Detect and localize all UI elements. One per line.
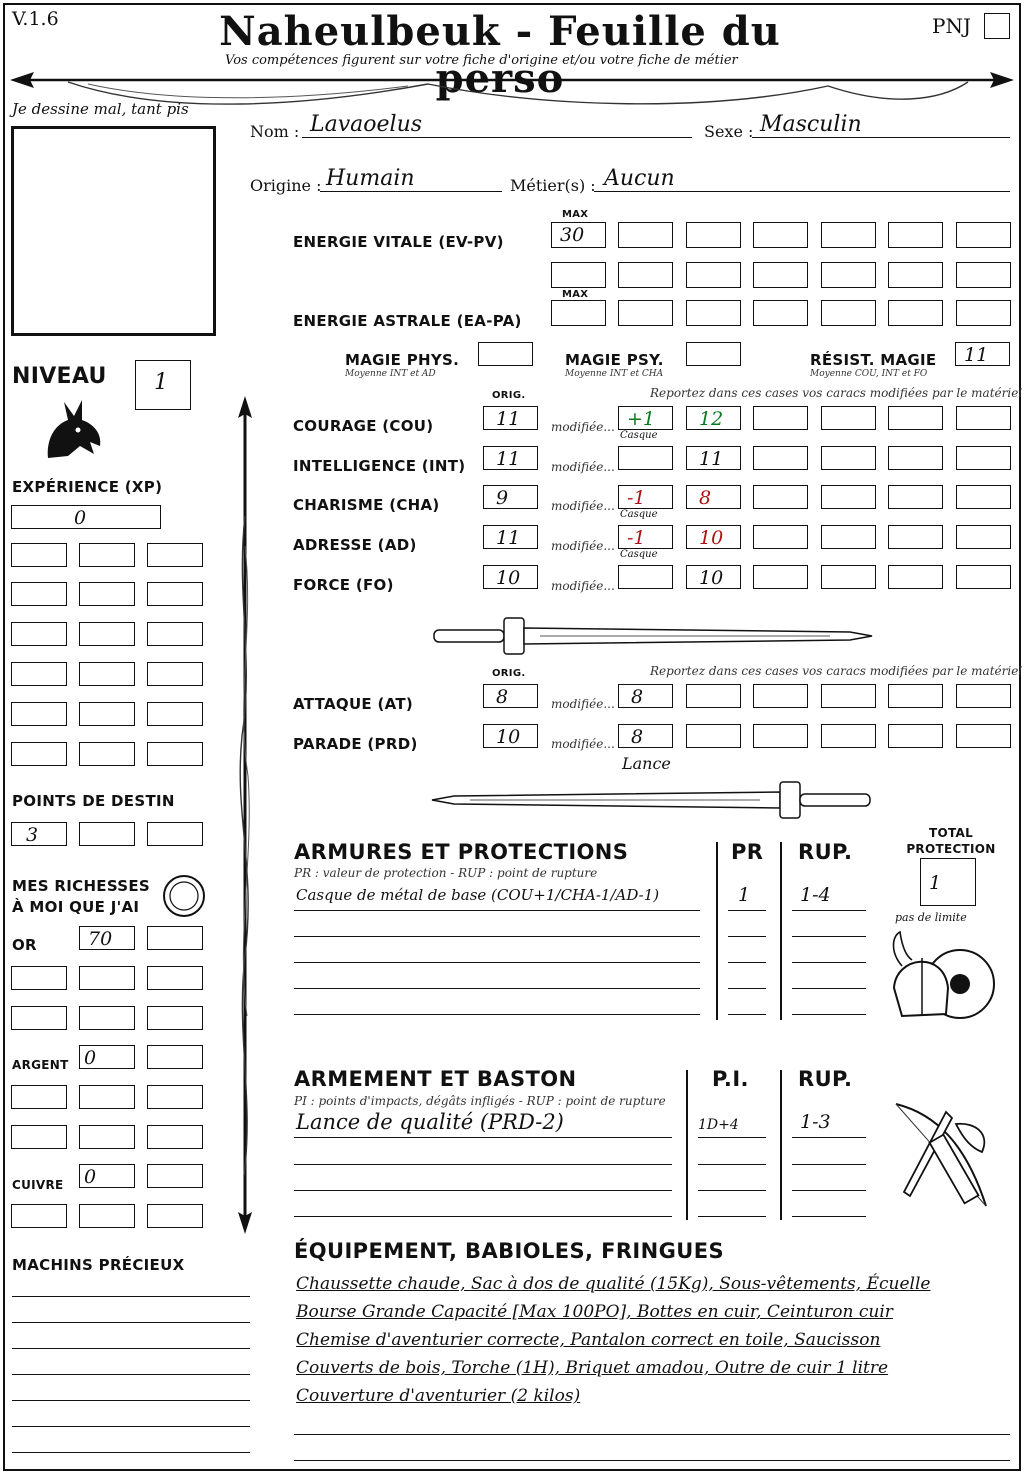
prd-mod-value: 8: [631, 726, 644, 748]
magie-phys-box[interactable]: [478, 342, 533, 366]
page-title: Naheulbeuk - Feuille du perso: [219, 8, 781, 102]
carac-label: COURAGE (COU): [293, 417, 434, 435]
xp-box[interactable]: [147, 742, 203, 766]
weapons-icon: [886, 1094, 1006, 1214]
carac-mod-value: [619, 566, 672, 588]
or-value: 70: [88, 928, 113, 950]
carac-extra-box[interactable]: [956, 485, 1011, 509]
ev-box[interactable]: [956, 262, 1011, 288]
carac-label: ADRESSE (AD): [293, 536, 417, 554]
destin-box-3[interactable]: [147, 822, 203, 846]
xp-box[interactable]: [147, 662, 203, 686]
carac-mod-note: Casque: [620, 509, 658, 520]
carac-extra-box[interactable]: [753, 525, 808, 549]
armures-pr-label: PR: [731, 840, 764, 864]
machins-line[interactable]: [12, 1296, 250, 1297]
xp-box[interactable]: [147, 702, 203, 726]
weapon-note: Lance: [622, 754, 671, 773]
carac-final-box[interactable]: [686, 446, 741, 470]
ev-box[interactable]: [686, 222, 741, 248]
armure-line[interactable]: [294, 962, 700, 963]
armement-pi-label: P.I.: [712, 1067, 749, 1091]
caracs-report-note: Reportez dans ces cases vos caracs modifiées par le matériel: [650, 386, 1023, 400]
armures-rup-label: RUP.: [798, 840, 853, 864]
combat-extra-box[interactable]: [753, 684, 808, 708]
argent-value: 0: [84, 1047, 97, 1069]
carac-mod-box[interactable]: [618, 406, 673, 430]
resist-magie-note: Moyenne COU, INT et FO: [810, 369, 928, 379]
magie-psy-box[interactable]: [686, 342, 741, 366]
total-protection-box[interactable]: [920, 858, 976, 906]
carac-modif-label: modifiée...: [551, 499, 615, 513]
carac-extra-box[interactable]: [753, 406, 808, 430]
carac-mod-box[interactable]: [618, 525, 673, 549]
cuivre-box[interactable]: [79, 1164, 135, 1188]
origine-label: Origine :: [250, 176, 322, 195]
carac-modif-label: modifiée...: [551, 460, 615, 474]
ev-box[interactable]: [618, 222, 673, 248]
carac-extra-box[interactable]: [753, 565, 808, 589]
armement-rup-label: RUP.: [798, 1067, 853, 1091]
prd-orig-box[interactable]: [483, 724, 538, 748]
cuivre-box[interactable]: [147, 1204, 203, 1228]
carac-extra-box[interactable]: [888, 446, 943, 470]
combat-extra-box[interactable]: [821, 724, 876, 748]
ev-box[interactable]: [821, 262, 876, 288]
argent-box[interactable]: [147, 1085, 203, 1109]
resist-magie-label: RÉSIST. MAGIE: [810, 351, 937, 369]
ev-box[interactable]: [821, 222, 876, 248]
carac-extra-box[interactable]: [888, 485, 943, 509]
cuivre-box[interactable]: [147, 1164, 203, 1188]
arme-rup: 1-3: [800, 1111, 831, 1133]
equipement-line: Couverture d'aventurier (2 kilos): [296, 1386, 581, 1406]
carac-modif-label: modifiée...: [551, 539, 615, 553]
carac-orig-box[interactable]: [483, 525, 538, 549]
armure-line[interactable]: [294, 936, 700, 937]
armure-name: Casque de métal de base (COU+1/CHA-1/AD-1): [296, 886, 660, 904]
armement-note: PI : points d'impacts, dégâts infligés - RUP : point de rupture: [294, 1094, 666, 1108]
ea-label: ENERGIE ASTRALE (EA-PA): [293, 312, 522, 330]
armure-pr-line[interactable]: [728, 910, 766, 911]
armure-rup-line[interactable]: [792, 910, 866, 911]
ev-box[interactable]: [686, 262, 741, 288]
or-box[interactable]: [79, 966, 135, 990]
arme-name: Lance de qualité (PRD-2): [296, 1110, 564, 1134]
niveau-value: 1: [154, 370, 168, 395]
at-orig-value: 8: [496, 686, 509, 708]
armure-rup-line[interactable]: [792, 1014, 866, 1015]
machins-line[interactable]: [12, 1348, 250, 1349]
carac-orig-box[interactable]: [483, 446, 538, 470]
carac-extra-box[interactable]: [956, 406, 1011, 430]
equipement-line: Couverts de bois, Torche (1H), Briquet amadou, Outre de cuir 1 litre: [296, 1358, 889, 1378]
carac-extra-box[interactable]: [956, 525, 1011, 549]
cuivre-value: 0: [84, 1166, 97, 1188]
ea-max-label: MAX: [562, 289, 589, 300]
arme-rup-line[interactable]: [792, 1216, 866, 1217]
armures-divider-1: [716, 842, 718, 1020]
ea-box[interactable]: [686, 300, 741, 326]
carac-extra-box[interactable]: [956, 565, 1011, 589]
at-orig-box[interactable]: [483, 684, 538, 708]
equipement-empty-line[interactable]: [294, 1460, 1010, 1461]
ea-box[interactable]: [618, 300, 673, 326]
ea-box[interactable]: [821, 300, 876, 326]
carac-extra-box[interactable]: [821, 565, 876, 589]
carac-final-box[interactable]: [686, 406, 741, 430]
ev-box[interactable]: [618, 262, 673, 288]
armure-line[interactable]: [294, 1014, 700, 1015]
magie-phys-label: MAGIE PHYS.: [345, 351, 460, 369]
nom-field[interactable]: [302, 112, 692, 138]
carac-final-box[interactable]: [686, 565, 741, 589]
machins-line[interactable]: [12, 1374, 250, 1375]
ea-max-box[interactable]: [551, 300, 606, 326]
caracs-orig-label: ORIG.: [492, 390, 526, 401]
carac-label: INTELLIGENCE (INT): [293, 457, 466, 475]
pnj-label: PNJ: [932, 14, 971, 38]
equipement-title: ÉQUIPEMENT, BABIOLES, FRINGUES: [294, 1239, 724, 1263]
cuivre-label: CUIVRE: [12, 1178, 64, 1192]
xp-box[interactable]: [11, 582, 67, 606]
armure-line[interactable]: [294, 910, 700, 911]
portrait-caption: Je dessine mal, tant pis: [12, 100, 189, 118]
carac-modif-label: modifiée...: [551, 420, 615, 434]
argent-box[interactable]: [11, 1085, 67, 1109]
equipement-line: Bourse Grande Capacité [Max 100PO], Bottes en cuir, Ceinturon cuir: [296, 1302, 893, 1322]
or-box-2[interactable]: [147, 926, 203, 950]
sword-icon-2: [430, 778, 875, 822]
page-subtitle: Vos compétences figurent sur votre fiche d'origine et/ou votre fiche de métier: [225, 53, 738, 68]
arme-rup-line[interactable]: [792, 1137, 866, 1138]
or-box[interactable]: [11, 966, 67, 990]
arme-rup-line[interactable]: [792, 1190, 866, 1191]
carac-extra-box[interactable]: [888, 565, 943, 589]
carac-final-box[interactable]: [686, 485, 741, 509]
carac-final-value: 10: [699, 527, 724, 549]
ea-box[interactable]: [956, 300, 1011, 326]
niveau-label: NIVEAU: [12, 364, 107, 389]
ev-max-value: 30: [560, 224, 585, 246]
sexe-value: Masculin: [760, 112, 862, 137]
xp-box[interactable]: [79, 543, 135, 567]
xp-box[interactable]: [11, 702, 67, 726]
carac-extra-box[interactable]: [821, 485, 876, 509]
argent-box[interactable]: [79, 1125, 135, 1149]
prd-modif-label: modifiée...: [551, 737, 615, 751]
cuivre-box[interactable]: [79, 1204, 135, 1228]
combat-report-note: Reportez dans ces cases vos caracs modifiées par le matériel: [650, 664, 1023, 678]
or-box[interactable]: [147, 966, 203, 990]
ev-label: ENERGIE VITALE (EV-PV): [293, 233, 504, 251]
arme-pi-line[interactable]: [698, 1164, 766, 1165]
combat-extra-box[interactable]: [753, 724, 808, 748]
ea-box[interactable]: [888, 300, 943, 326]
xp-box[interactable]: [11, 662, 67, 686]
metier-field[interactable]: [594, 166, 1010, 192]
carac-extra-box[interactable]: [753, 485, 808, 509]
ev-box[interactable]: [753, 222, 808, 248]
destin-value: 3: [26, 824, 39, 846]
carac-mod-box[interactable]: [618, 565, 673, 589]
at-mod-value: 8: [631, 686, 644, 708]
total-protection-value: 1: [929, 872, 942, 894]
ev-box[interactable]: [753, 262, 808, 288]
richesses-label-2: À MOI QUE J'AI: [12, 898, 140, 916]
arme-pi-line[interactable]: [698, 1216, 766, 1217]
carac-mod-value: [619, 447, 672, 469]
argent-box[interactable]: [147, 1045, 203, 1069]
equipement-line: Chaussette chaude, Sac à dos de qualité (15Kg), Sous-vêtements, Écuelle: [296, 1274, 931, 1294]
armure-pr: 1: [738, 884, 751, 906]
xp-box[interactable]: [11, 505, 161, 529]
carac-extra-box[interactable]: [821, 446, 876, 470]
carac-mod-box[interactable]: [618, 485, 673, 509]
armement-divider-1: [686, 1070, 688, 1220]
carac-extra-box[interactable]: [753, 446, 808, 470]
armures-divider-2: [780, 842, 782, 1020]
dragon-icon: [38, 394, 106, 464]
prd-orig-value: 10: [496, 726, 521, 748]
carac-label: FORCE (FO): [293, 576, 394, 594]
armures-title: ARMURES ET PROTECTIONS: [294, 840, 629, 864]
destin-box-2[interactable]: [79, 822, 135, 846]
magie-psy-note: Moyenne INT et CHA: [565, 369, 664, 379]
total-label-1: TOTAL: [928, 826, 974, 840]
carac-orig-value: 11: [496, 448, 521, 470]
ev-box[interactable]: [888, 222, 943, 248]
machins-line[interactable]: [12, 1452, 250, 1453]
xp-box[interactable]: [147, 582, 203, 606]
armure-line[interactable]: [294, 988, 700, 989]
destin-box-1[interactable]: [11, 822, 67, 846]
carac-mod-value: +1: [627, 408, 656, 430]
argent-box[interactable]: [79, 1085, 135, 1109]
resist-magie-value: 11: [964, 344, 989, 366]
richesses-label-1: MES RICHESSES: [12, 877, 151, 895]
machins-line[interactable]: [12, 1400, 250, 1401]
armure-rup: 1-4: [800, 884, 831, 906]
carac-mod-value: -1: [627, 487, 646, 509]
carac-orig-box[interactable]: [483, 485, 538, 509]
metier-label: Métier(s) :: [510, 176, 596, 195]
no-limit-note: pas de limite: [895, 911, 967, 924]
or-box[interactable]: [147, 1006, 203, 1030]
argent-box[interactable]: [11, 1125, 67, 1149]
carac-orig-box[interactable]: [483, 406, 538, 430]
argent-box[interactable]: [147, 1125, 203, 1149]
arme-pi-line[interactable]: [698, 1190, 766, 1191]
prd-mod-box[interactable]: [618, 724, 673, 748]
carac-label: CHARISME (CHA): [293, 496, 440, 514]
machins-label: MACHINS PRÉCIEUX: [12, 1256, 185, 1274]
niveau-box[interactable]: [135, 360, 191, 410]
carac-mod-box[interactable]: [618, 446, 673, 470]
or-label: OR: [12, 936, 37, 954]
arme-line[interactable]: [294, 1216, 672, 1217]
equipement-empty-line[interactable]: [294, 1434, 1010, 1435]
ev-box[interactable]: [551, 262, 606, 288]
at-mod-box[interactable]: [618, 684, 673, 708]
machins-line[interactable]: [12, 1426, 250, 1427]
helmet-shield-icon: [888, 926, 1000, 1034]
carac-orig-box[interactable]: [483, 565, 538, 589]
combat-extra-box[interactable]: [888, 724, 943, 748]
or-box[interactable]: [11, 1006, 67, 1030]
at-label: ATTAQUE (AT): [293, 695, 414, 713]
cuivre-box[interactable]: [11, 1204, 67, 1228]
origine-field[interactable]: [320, 166, 502, 192]
coin-icon: [160, 872, 208, 920]
carac-orig-value: 11: [496, 527, 521, 549]
xp-box[interactable]: [79, 702, 135, 726]
carac-final-value: 11: [699, 448, 724, 470]
armement-title: ARMEMENT ET BASTON: [294, 1067, 577, 1091]
combat-extra-box[interactable]: [888, 684, 943, 708]
arme-pi: 1D+4: [698, 1117, 739, 1133]
ev-max-label: MAX: [562, 209, 589, 220]
ev-box[interactable]: [956, 222, 1011, 248]
carac-extra-box[interactable]: [821, 406, 876, 430]
arme-line[interactable]: [294, 1190, 672, 1191]
xp-box[interactable]: [11, 622, 67, 646]
combat-extra-box[interactable]: [686, 684, 741, 708]
carac-extra-box[interactable]: [956, 446, 1011, 470]
pnj-checkbox[interactable]: [984, 13, 1010, 39]
prd-label: PARADE (PRD): [293, 735, 418, 753]
xp-box[interactable]: [79, 582, 135, 606]
carac-orig-value: 11: [496, 408, 521, 430]
carac-orig-value: 9: [496, 487, 509, 509]
armure-pr-line[interactable]: [728, 988, 766, 989]
origine-value: Humain: [326, 166, 415, 191]
carac-final-value: 8: [699, 487, 712, 509]
carac-mod-value: -1: [627, 527, 646, 549]
or-box[interactable]: [79, 1006, 135, 1030]
arme-line[interactable]: [294, 1137, 672, 1138]
armure-pr-line[interactable]: [728, 936, 766, 937]
magie-phys-note: Moyenne INT et AD: [345, 369, 436, 379]
nom-label: Nom :: [250, 122, 300, 141]
xp-box[interactable]: [147, 543, 203, 567]
xp-box[interactable]: [79, 742, 135, 766]
armure-pr-line[interactable]: [728, 962, 766, 963]
combat-extra-box[interactable]: [956, 684, 1011, 708]
carac-final-value: 10: [699, 567, 724, 589]
arme-pi-line[interactable]: [698, 1137, 766, 1138]
combat-orig-label: ORIG.: [492, 668, 526, 679]
sexe-label: Sexe :: [704, 122, 754, 141]
carac-extra-box[interactable]: [888, 525, 943, 549]
carac-modif-label: modifiée...: [551, 579, 615, 593]
xp-box[interactable]: [79, 622, 135, 646]
destin-label: POINTS DE DESTIN: [12, 792, 175, 810]
resist-magie-box[interactable]: [955, 342, 1010, 366]
armure-pr-line[interactable]: [728, 1014, 766, 1015]
xp-box[interactable]: [147, 622, 203, 646]
xp-box[interactable]: [11, 742, 67, 766]
combat-extra-box[interactable]: [686, 724, 741, 748]
carac-mod-note: Casque: [620, 549, 658, 560]
arme-line[interactable]: [294, 1164, 672, 1165]
ev-box[interactable]: [888, 262, 943, 288]
magie-psy-label: MAGIE PSY.: [565, 351, 664, 369]
nom-value: Lavaoelus: [310, 112, 423, 137]
carac-extra-box[interactable]: [888, 406, 943, 430]
xp-box[interactable]: [11, 543, 67, 567]
total-label-2: PROTECTION: [906, 842, 996, 856]
at-modif-label: modifiée...: [551, 697, 615, 711]
metier-value: Aucun: [604, 166, 675, 191]
xp-box[interactable]: [79, 662, 135, 686]
combat-extra-box[interactable]: [956, 724, 1011, 748]
ev-max-box[interactable]: [551, 222, 606, 248]
version-label: V.1.6: [12, 8, 59, 30]
armure-rup-line[interactable]: [792, 962, 866, 963]
carac-final-box[interactable]: [686, 525, 741, 549]
armure-rup-line[interactable]: [792, 936, 866, 937]
argent-box[interactable]: [79, 1045, 135, 1069]
xp-value: 0: [74, 507, 87, 529]
carac-mod-note: Casque: [620, 430, 658, 441]
ea-box[interactable]: [753, 300, 808, 326]
carac-final-value: 12: [699, 408, 724, 430]
equipement-line: Chemise d'aventurier correcte, Pantalon correct en toile, Saucisson: [296, 1330, 881, 1350]
armures-note: PR : valeur de protection - RUP : point de rupture: [294, 866, 598, 880]
argent-label: ARGENT: [12, 1058, 69, 1072]
armure-rup-line[interactable]: [792, 988, 866, 989]
portrait-frame[interactable]: [11, 126, 216, 336]
sword-icon: [430, 614, 875, 658]
arme-rup-line[interactable]: [792, 1164, 866, 1165]
carac-extra-box[interactable]: [821, 525, 876, 549]
carac-orig-value: 10: [496, 567, 521, 589]
sexe-field[interactable]: [752, 112, 1010, 138]
combat-extra-box[interactable]: [821, 684, 876, 708]
ea-max-value: [552, 301, 605, 325]
vertical-spear-icon: [232, 396, 258, 1234]
armement-divider-2: [780, 1070, 782, 1220]
xp-label: EXPÉRIENCE (XP): [12, 478, 163, 496]
or-box[interactable]: [79, 926, 135, 950]
machins-line[interactable]: [12, 1322, 250, 1323]
